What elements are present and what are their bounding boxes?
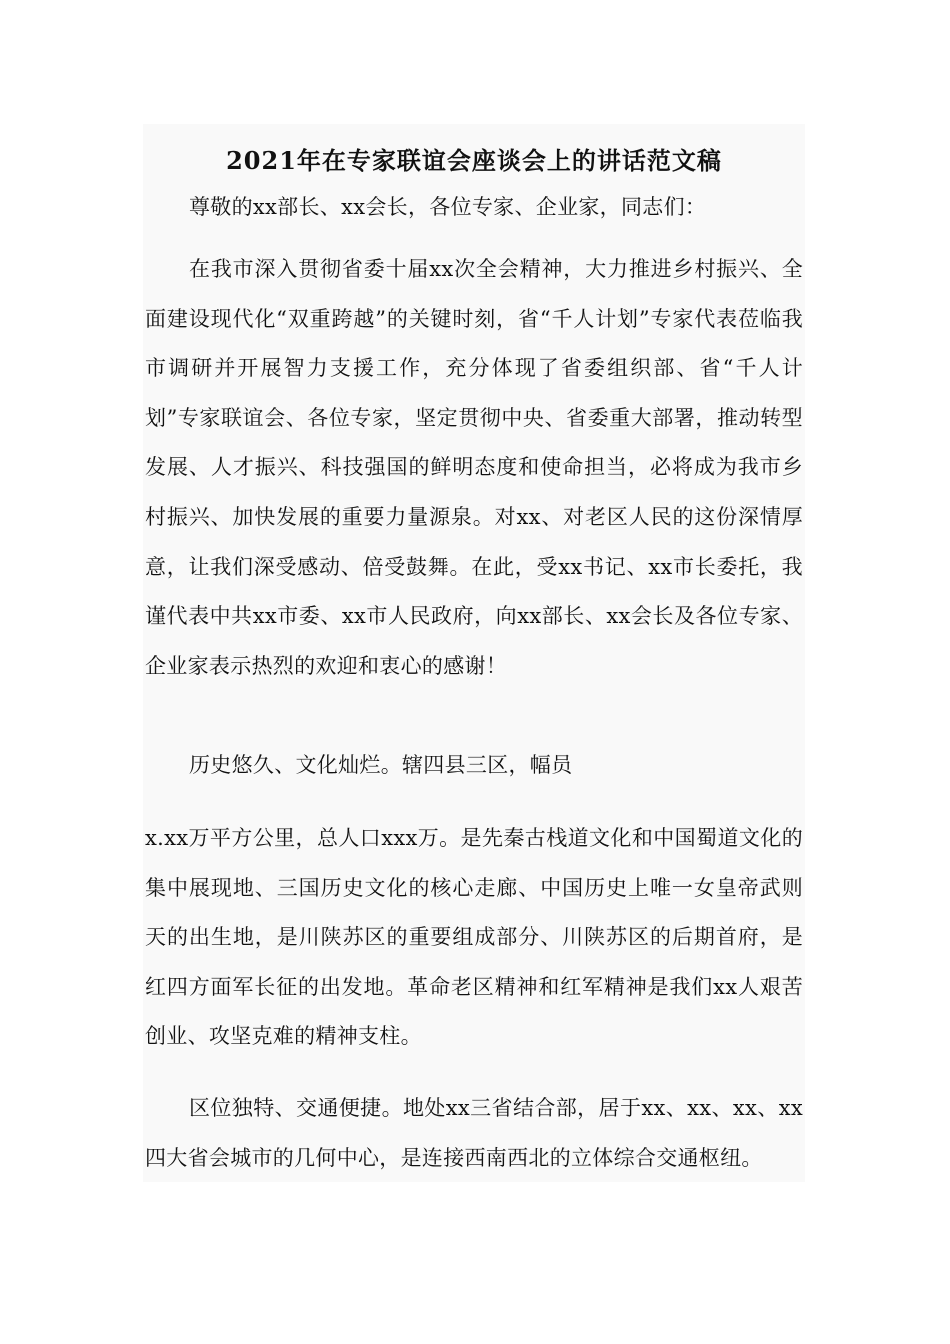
- document-page: [143, 124, 805, 1182]
- body-paragraph-3: x.xx万平方公里，总人口xxx万。是先秦古栈道文化和中国蜀道文化的集中展现地、三国历史文化的核心走廊、中国历史上唯一女皇帝武则天的出生地，是川陕苏区的重要组成部分、川陕苏区的后期首府，是红四方面军长征的出发地。革命老区精神和红军精神是我们xx人艰苦创业、攻坚克难的精神支柱。: [145, 826, 803, 1049]
- body-paragraph-1: 在我市深入贯彻省委十届xx次全会精神，大力推进乡村振兴、全面建设现代化“双重跨越”的关键时刻，省“千人计划”专家代表莅临我市调研并开展智力支援工作，充分体现了省委组织部、省“千人计划”专家联谊会、各位专家，坚定贯彻中央、省委重大部署，推动转型发展、人才振兴、科技强国的鲜明态度和使命担当，必将成为我市乡村振兴、加快发展的重要力量源泉。对xx、对老区人民的这份深情厚意，让我们深受感动、倍受鼓舞。在此，受xx书记、xx市长委托，我谨代表中共xx市委、xx市人民政府，向xx部长、xx会长及各位专家、企业家表示热烈的欢迎和衷心的感谢！: [145, 257, 803, 678]
- body-paragraph-2: 历史悠久、文化灿烂。辖四县三区，幅员: [189, 753, 573, 777]
- body-paragraph-4: 区位独特、交通便捷。地处xx三省结合部，居于xx、xx、xx、xx四大省会城市的几何中心，是连接西南西北的立体综合交通枢纽。: [145, 1096, 803, 1170]
- salutation-paragraph: 尊敬的xx部长、xx会长，各位专家、企业家，同志们：: [189, 195, 707, 219]
- document-title: 2021年在专家联谊会座谈会上的讲话范文稿: [226, 146, 722, 175]
